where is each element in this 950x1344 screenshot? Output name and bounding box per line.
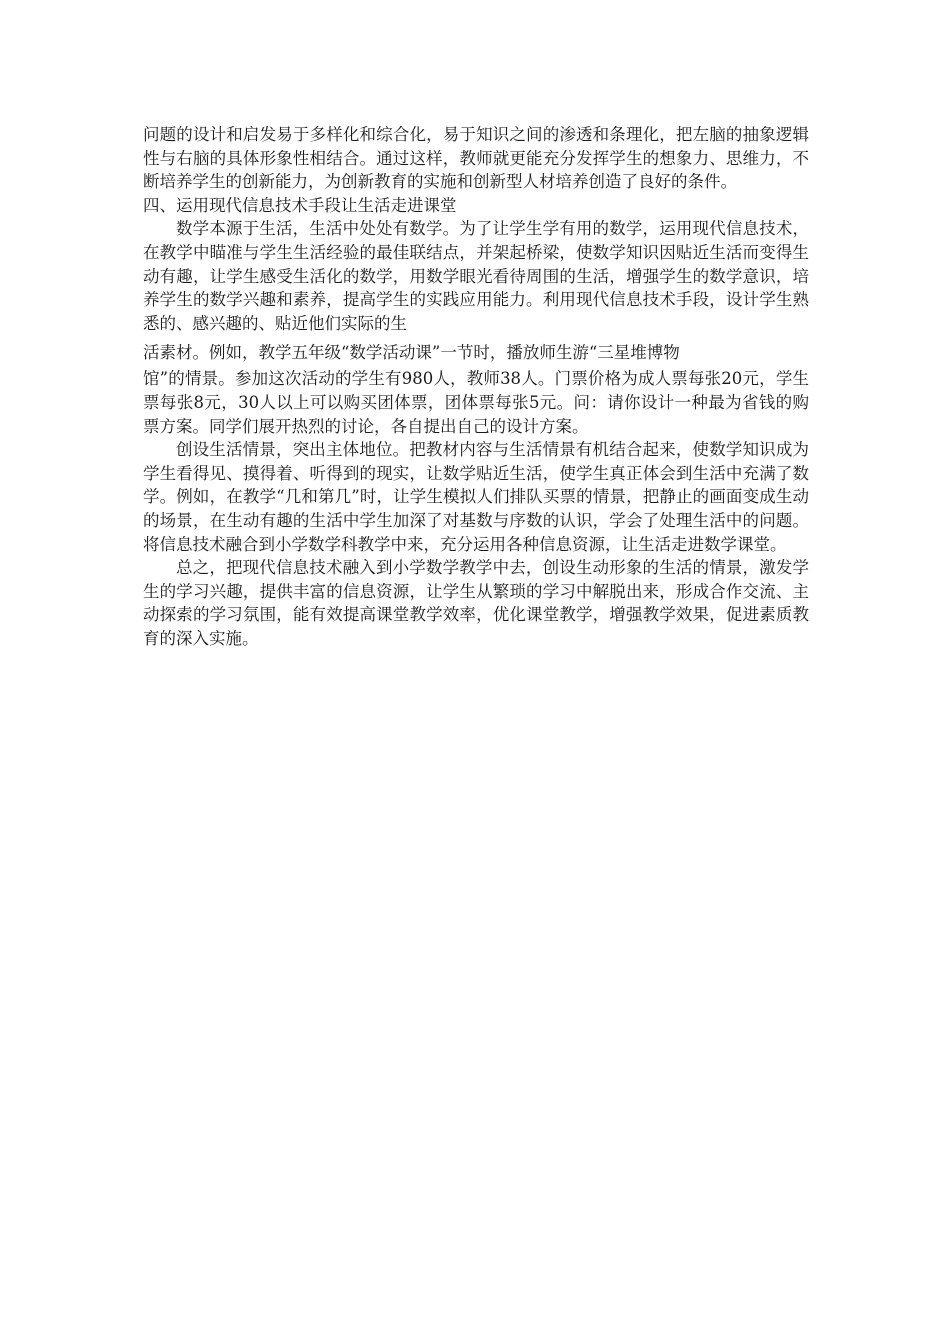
paragraph-conclusion: 总之，把现代信息技术融入到小学数学教学中去，创设生动形象的生活的情景，激发学生的学习兴趣，提供丰富的信息资源，让学生从繁琐的学习中解脱出来，形成合作交流、主动探索的学习氛围，能有效提高课堂教学效率，优化课堂教学，增强教学效果，促进素质教育的深入实施。 <box>143 558 809 648</box>
paragraph-life-math: 数学本源于生活，生活中处处有数学。为了让学生学有用的数学，运用现代信息技术，在教学中瞄准与学生生活经验的最佳联结点，并架起桥梁，使数学知识因贴近生活而变得生动有趣，让学生感受生活化的数学，用数学眼光看待周围的生活，增强学生的数学意识，培养学生的数学兴趣和素养，提高学生的实践应用能力。利用现代信息技术手段，设计学生熟悉的、感兴趣的、贴近他们实际的生 <box>143 219 809 333</box>
paragraph-example-line: 活素材。例如，教学五年级“数学活动课”一节时，播放师生游“三星堆博物 <box>143 343 680 363</box>
document-body <box>143 123 809 650</box>
section-heading-4: 四、运用现代信息技术手段让生活走进课堂 <box>143 195 457 215</box>
paragraph-intro-continuation: 问题的设计和启发易于多样化和综合化，易于知识之间的渗透和条理化，把左脑的抽象逻辑性与右脑的具体形象性相结合。通过这样，教师就更能充分发挥学生的想象力、思维力，不断培养学生的创新能力，为创新教育的实施和创新型人材培养创造了良好的条件。 <box>143 125 809 192</box>
paragraph-ticket-problem: 馆”的情景。参加这次活动的学生有980人，教师38人。门票价格为成人票每张20元，学生票每张8元，30人以上可以购买团体票，团体票每张5元。问：请你设计一种最为省钱的购票方案。同学们展开热烈的讨论，各自提出自己的设计方案。 <box>143 369 809 436</box>
paragraph-create-scenario: 创设生活情景，突出主体地位。把教材内容与生活情景有机结合起来，使数学知识成为学生看得见、摸得着、听得到的现实，让数学贴近生活，使学生真正体会到生活中充满了数学。例如，在教学“几和第几”时，让学生模拟人们排队买票的情景，把静止的画面变成生动的场景，在生动有趣的生活中学生加深了对基数与序数的认识，学会了处理生活中的问题。将信息技术融合到小学数学科教学中来，充分运用各种信息资源，让生活走进数学课堂。 <box>143 440 809 554</box>
